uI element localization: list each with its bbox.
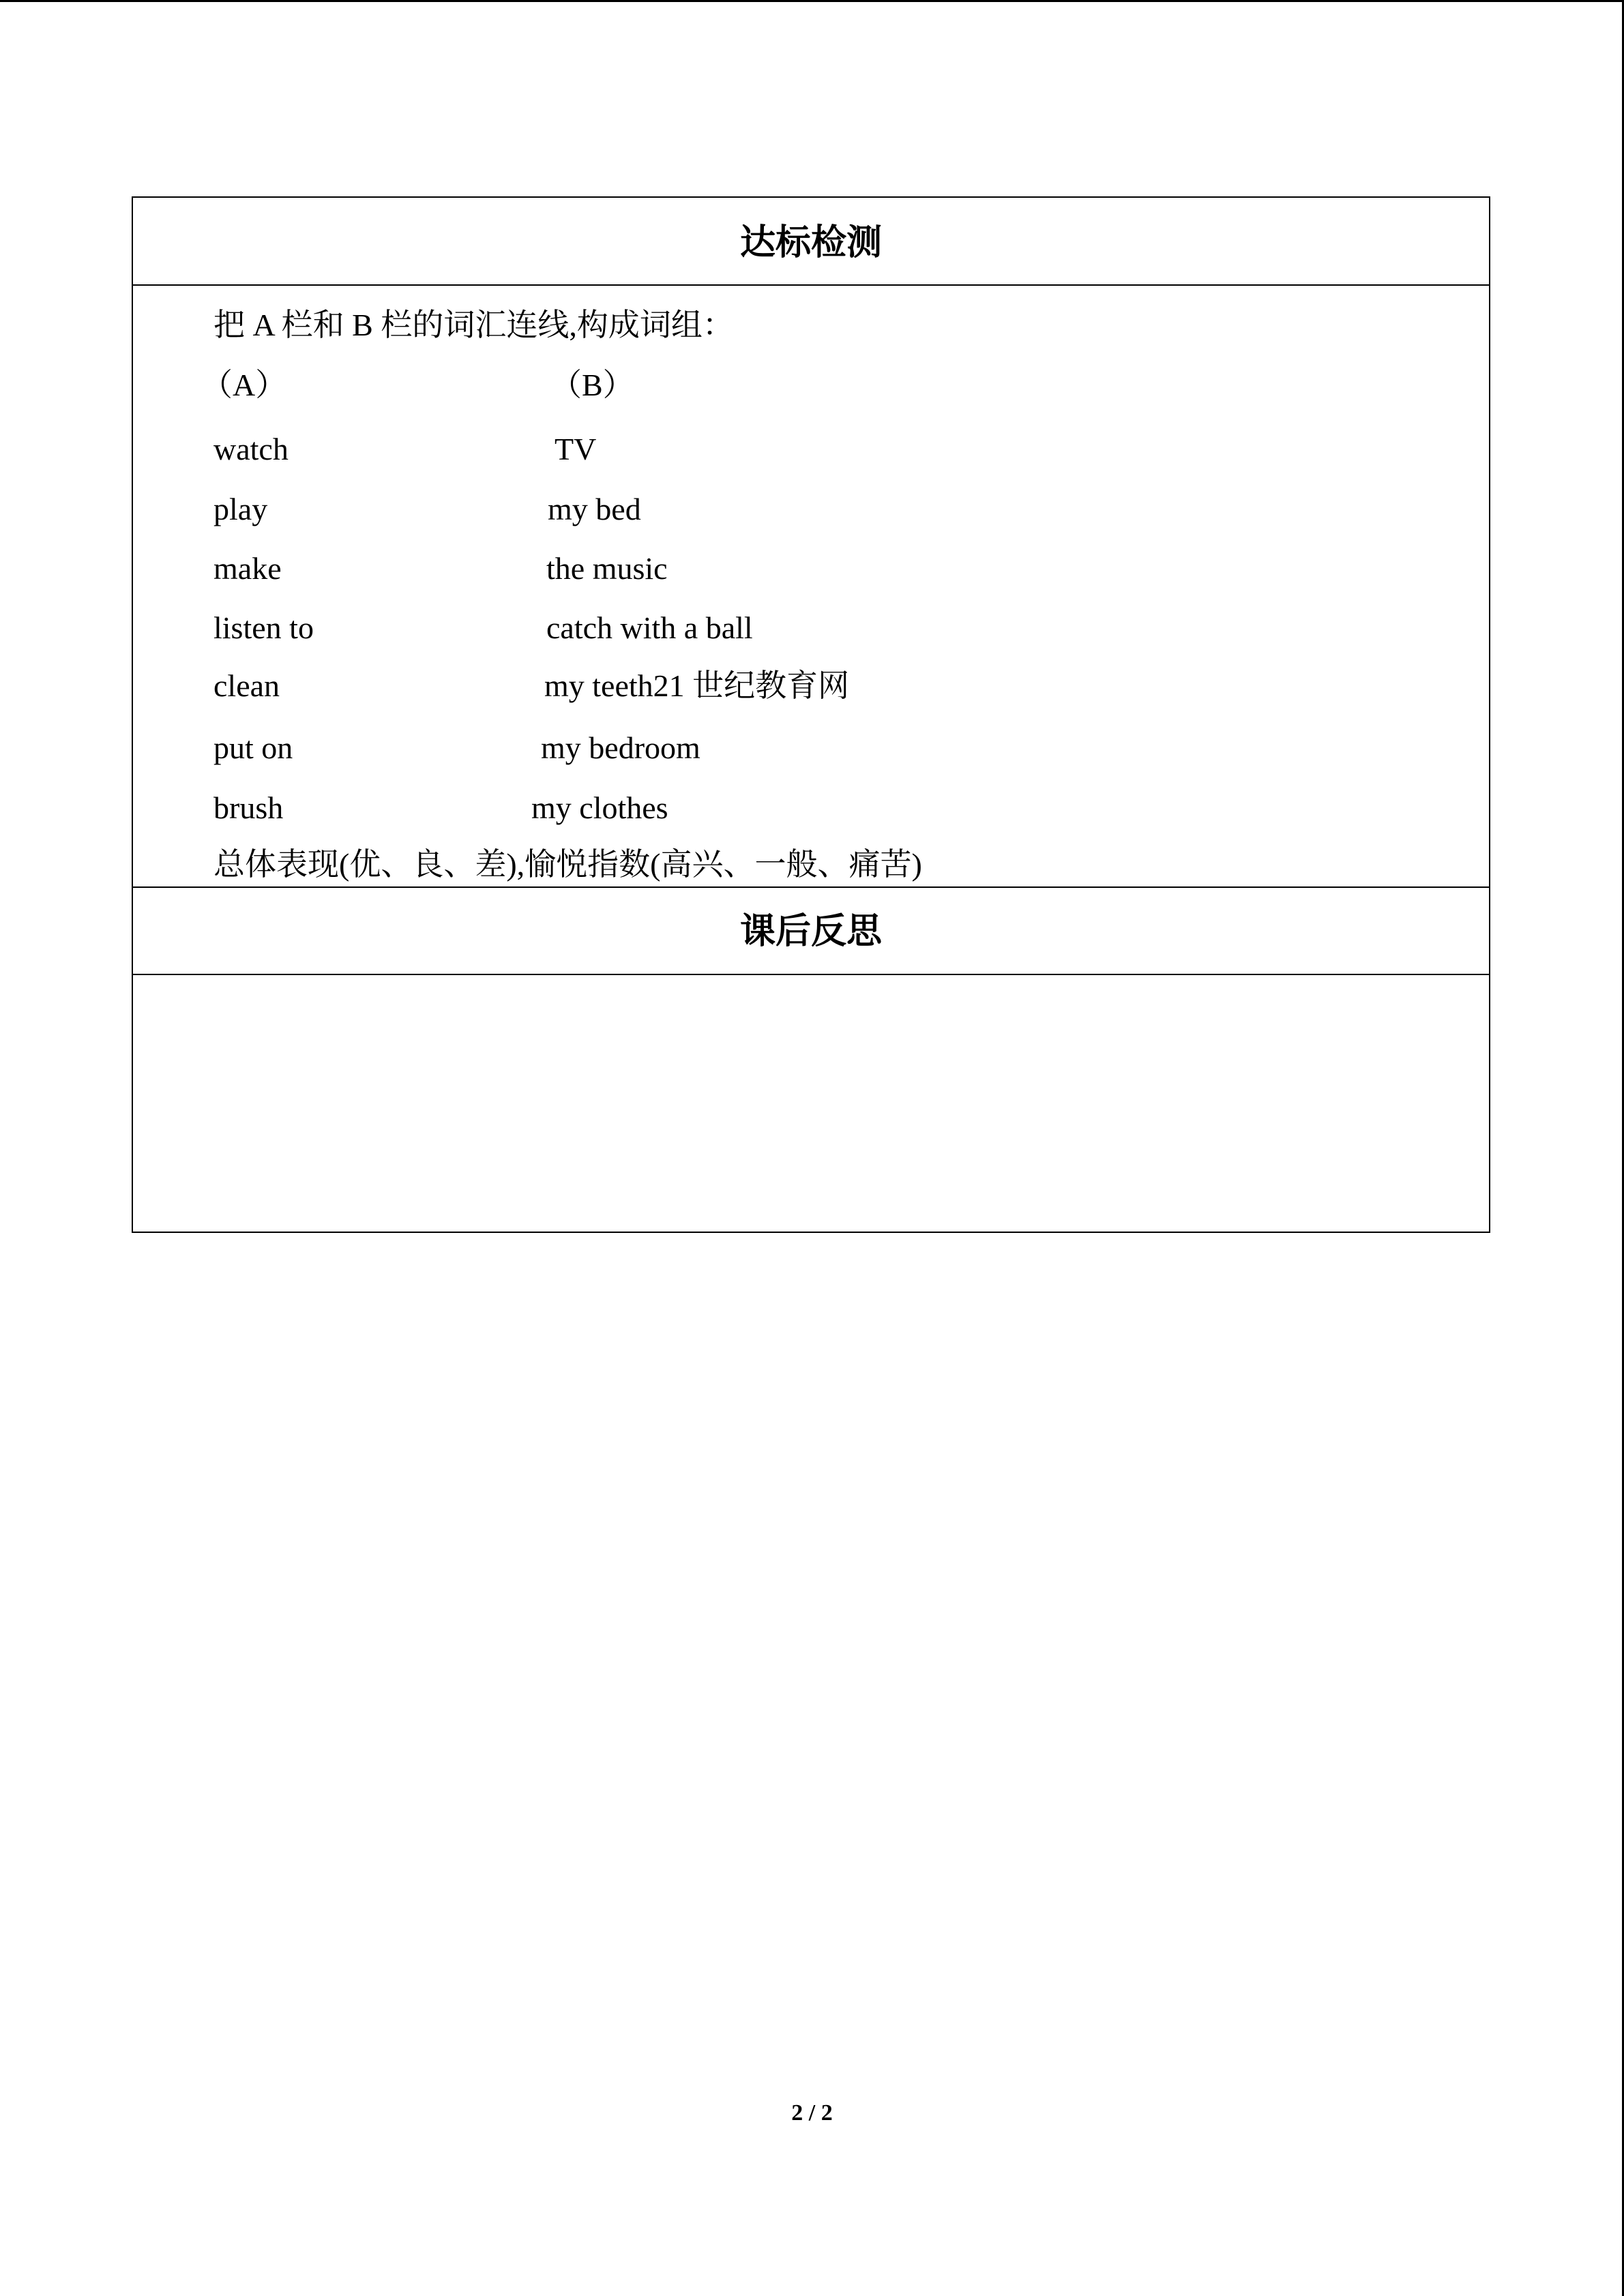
column-b-item: my teeth21 世纪教育网 xyxy=(544,668,850,703)
evaluation-line: 总体表现(优、良、差),愉悦指数(高兴、一般、痛苦) xyxy=(213,847,922,882)
reflection-section-title: 课后反思 xyxy=(739,911,882,952)
column-b-item: my bed xyxy=(548,492,641,526)
column-a-item: put on xyxy=(213,730,293,765)
column-a-item: listen to xyxy=(213,610,314,645)
column-b-item: my bedroom xyxy=(541,730,700,765)
exercise-instruction: 把 A 栏和 B 栏的词汇连线,构成词组： xyxy=(213,308,734,342)
divider xyxy=(133,886,1489,888)
worksheet-table xyxy=(132,196,1490,1233)
page-top-border xyxy=(0,0,1624,2)
column-a-item: make xyxy=(213,551,282,586)
column-a-item: clean xyxy=(213,668,280,703)
check-section-title: 达标检测 xyxy=(739,222,882,263)
page-number: 2 / 2 xyxy=(791,2100,833,2126)
column-b-header: （B） xyxy=(550,368,634,402)
column-b-item: catch with a ball xyxy=(546,610,753,645)
column-b-item: the music xyxy=(546,551,668,586)
column-a-item: brush xyxy=(213,790,284,825)
column-b-item: TV xyxy=(555,432,597,466)
column-b-item: my clothes xyxy=(531,790,668,825)
divider xyxy=(133,974,1489,975)
divider xyxy=(133,284,1489,286)
column-a-item: watch xyxy=(213,432,289,466)
column-a-item: play xyxy=(213,492,268,526)
column-a-header: （A） xyxy=(201,368,287,402)
